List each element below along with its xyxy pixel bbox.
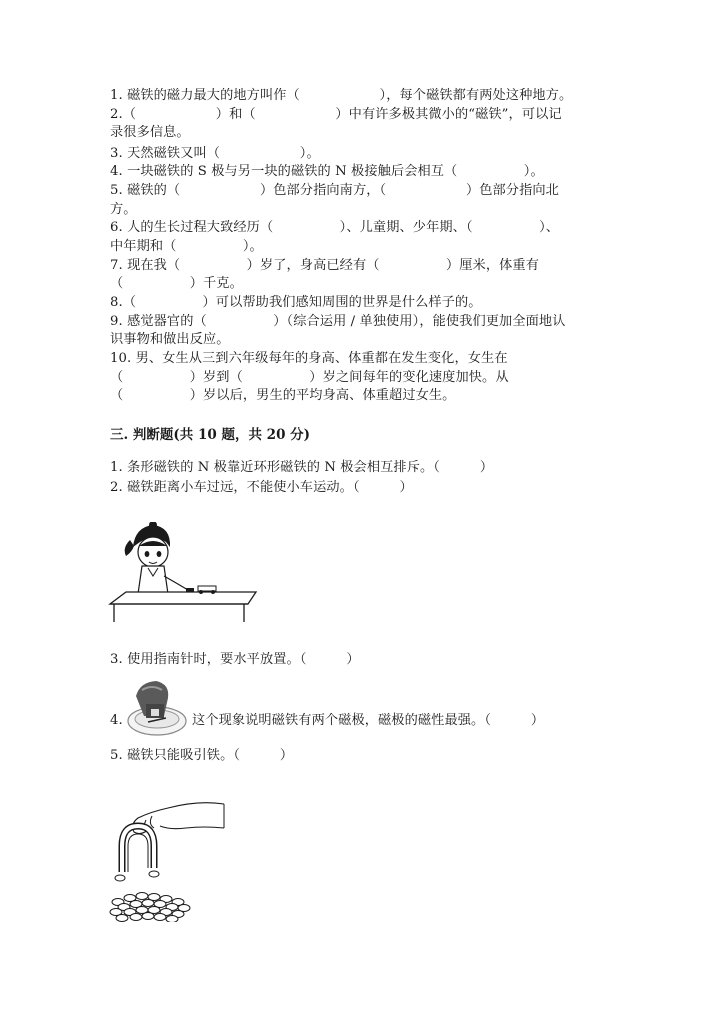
fill-in-line-4: 3. 天然磁铁又叫（ ）。	[110, 146, 320, 161]
fill-in-line-1: 1. 磁铁的磁力最大的地方叫作（ ），每个磁铁都有两处这种地方。	[110, 88, 573, 103]
fill-in-line-6: 5. 磁铁的（ ）色部分指向南方，（ ）色部分指向北	[110, 183, 559, 198]
magnet-coins-figure	[108, 798, 226, 922]
section-3-title: 三. 判断题(共 10 题，共 20 分)	[110, 427, 311, 443]
judge-question-4-text: 这个现象说明磁铁有两个磁极，磁极的磁性最强。（ ）	[192, 713, 545, 728]
judge-question-4-number: 4.	[110, 713, 123, 728]
fill-in-line-8: 6. 人的生长过程大致经历（ ）、儿童期、少年期、（ ）、	[110, 220, 560, 235]
judge-question-2: 2. 磁铁距离小车过远，不能使小车运动。（ ）	[110, 480, 413, 495]
fill-in-line-17: （ ）岁以后，男生的平均身高、体重超过女生。	[110, 388, 456, 403]
girl-magnet-car-figure	[108, 522, 258, 622]
judge-question-1: 1. 条形磁铁的 N 极靠近环形磁铁的 N 极会相互排斥。（ ）	[110, 460, 494, 475]
fill-in-line-10: 7. 现在我（ ）岁了，身高已经有（ ）厘米，体重有	[110, 258, 539, 273]
judge-question-5: 5. 磁铁只能吸引铁。（ ）	[110, 748, 294, 763]
fill-in-line-16: （ ）岁到（ ）岁之间每年的变化速度加快。从	[110, 370, 509, 385]
fill-in-line-14: 识事物和做出反应。	[110, 332, 230, 347]
fill-in-line-12: 8.（ ）可以帮助我们感知周围的世界是什么样子的。	[110, 295, 482, 310]
fill-in-line-11: （ ）千克。	[110, 276, 243, 291]
fill-in-line-7: 方。	[110, 202, 137, 217]
fill-in-line-3: 录很多信息。	[110, 125, 190, 140]
fill-in-line-2: 2.（ ）和（ ）中有许多极其微小的“磁铁”，可以记	[110, 107, 562, 122]
fill-in-line-5: 4. 一块磁铁的 S 极与另一块的磁铁的 N 极接触后会相互（ ）。	[110, 164, 544, 179]
fill-in-line-13: 9. 感觉器官的（ ）（综合运用 / 单独使用），能使我们更加全面地认	[110, 314, 566, 329]
compass-magnet-figure	[124, 676, 190, 742]
judge-question-3: 3. 使用指南针时，要水平放置。（ ）	[110, 652, 360, 667]
fill-in-line-9: 中年期和（ ）。	[110, 239, 263, 254]
fill-in-line-15: 10. 男、女生从三到六年级每年的身高、体重都在发生变化，女生在	[110, 351, 508, 366]
